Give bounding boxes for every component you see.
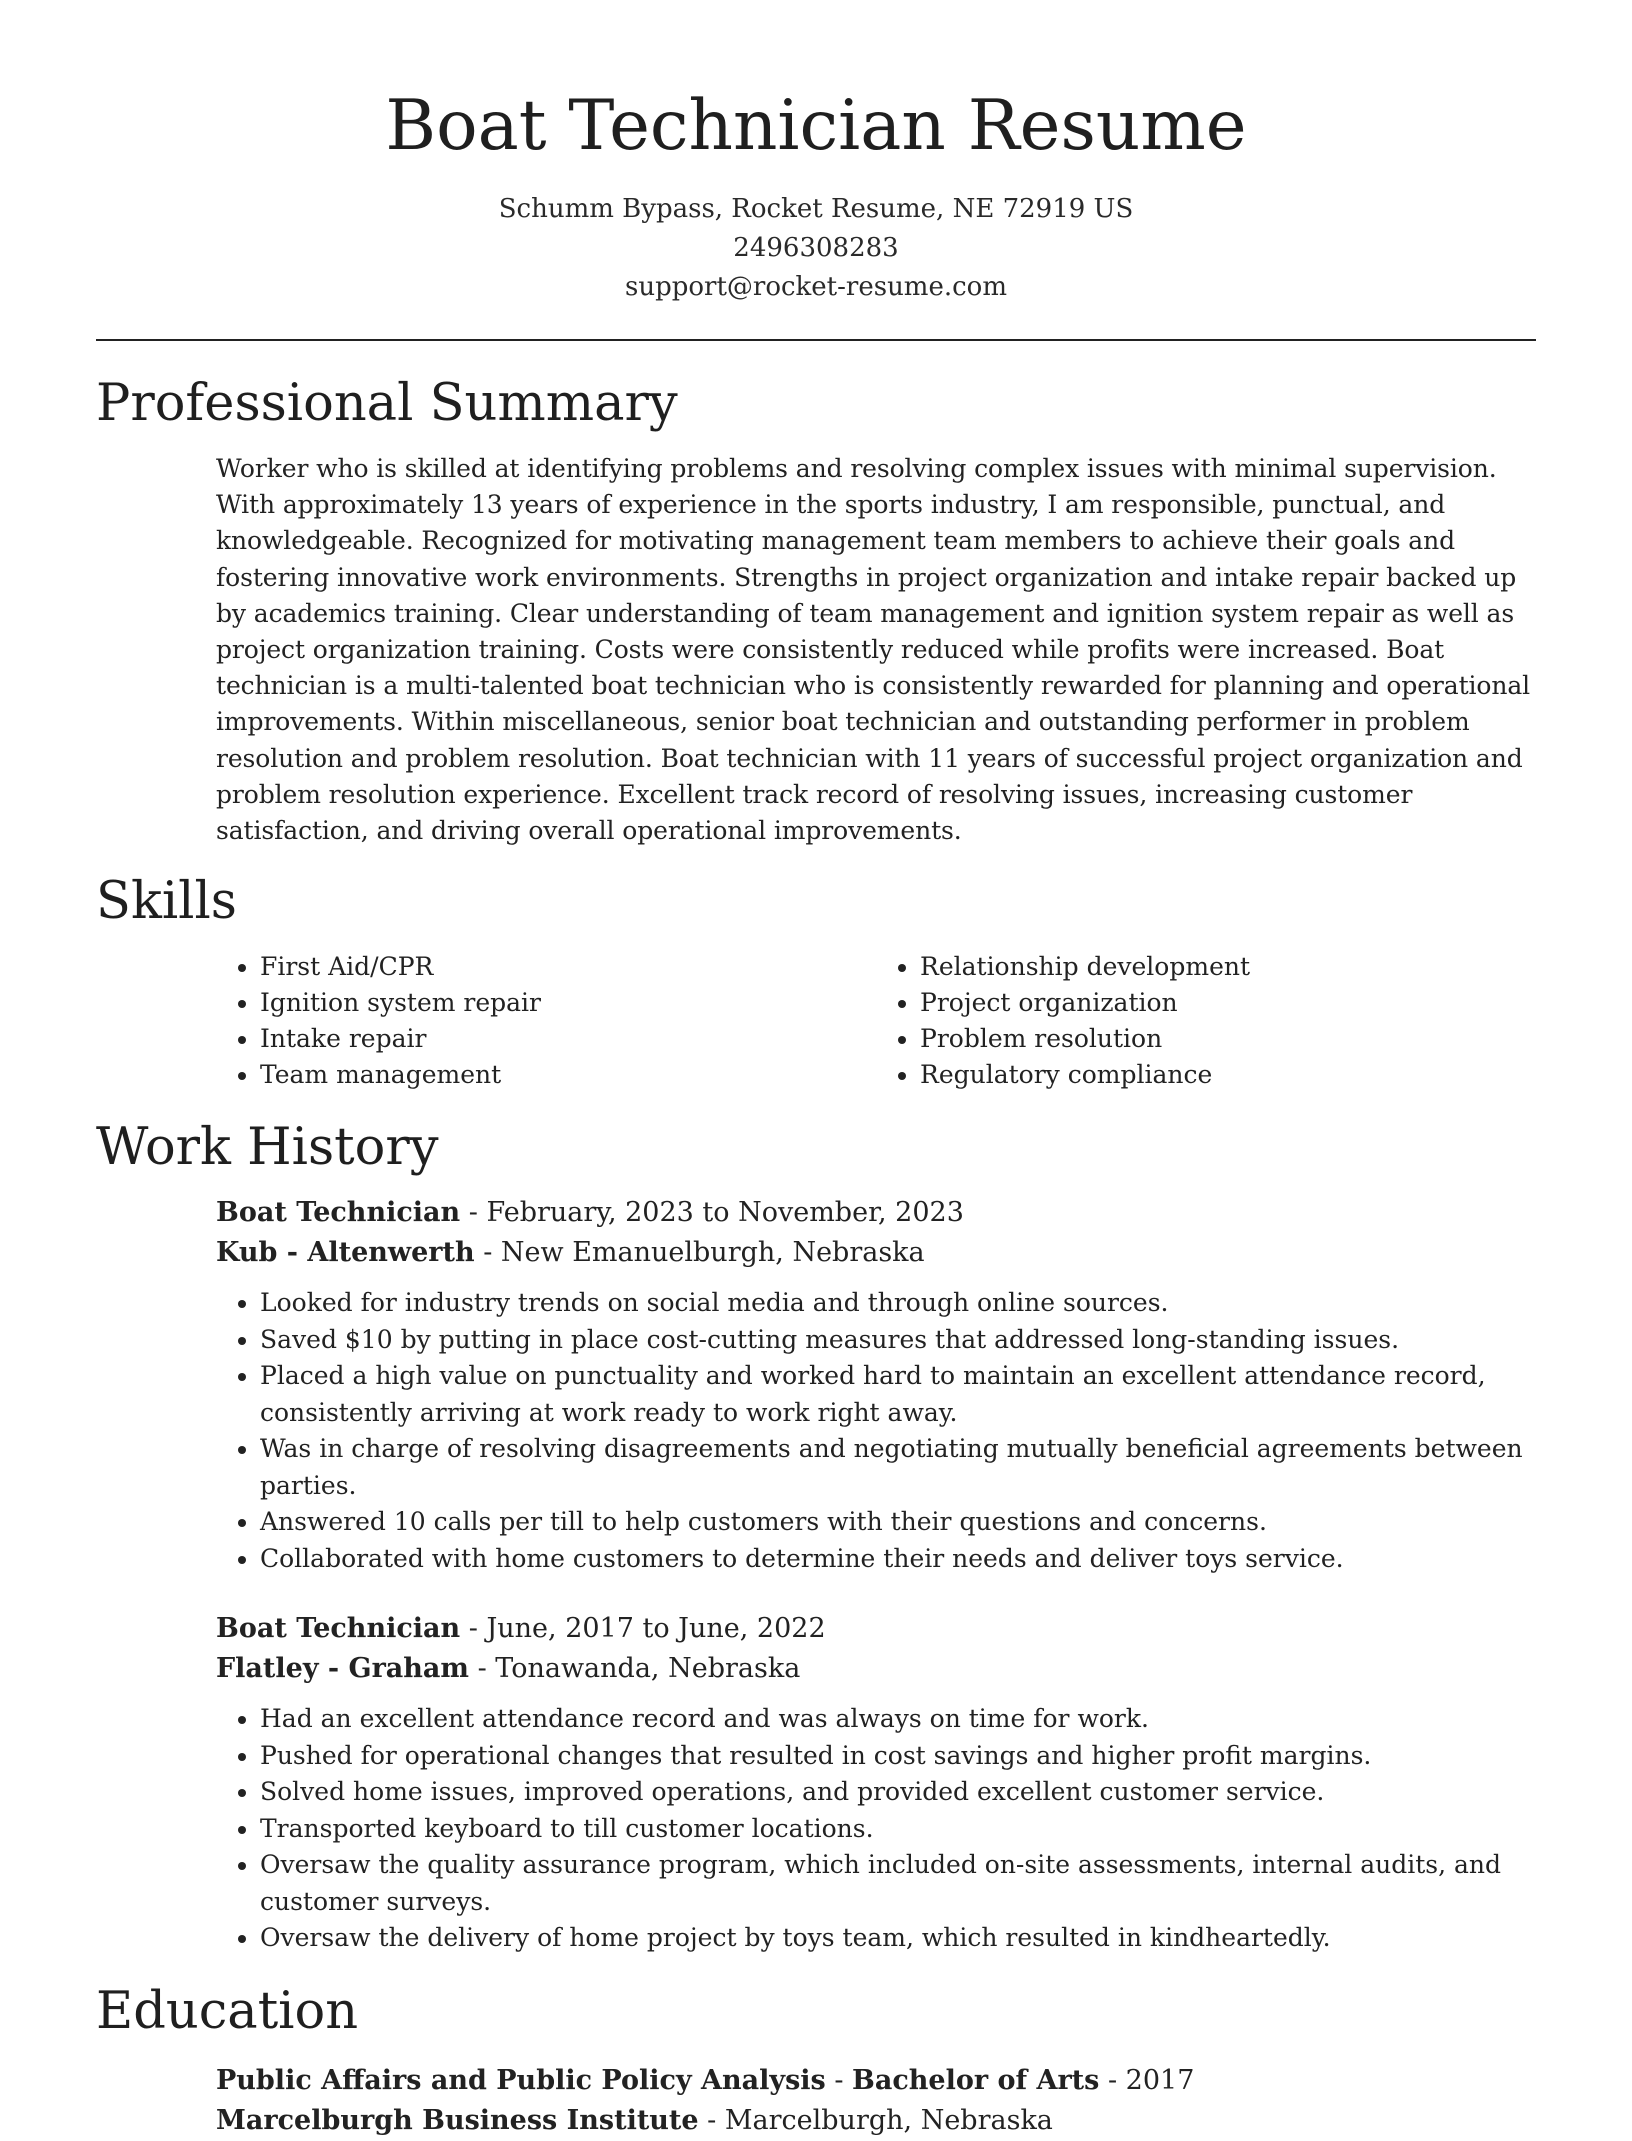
job-title-line xyxy=(216,1609,1536,1649)
job-bullets xyxy=(216,1701,1536,1957)
skill-item: • Ignition system repair xyxy=(260,985,876,1021)
contact-email: support@rocket-resume.com xyxy=(624,272,1007,302)
separator: - xyxy=(825,2064,853,2096)
job-bullet: • Saved $10 by putting in place cost-cutting measures that addressed long-standing issues. xyxy=(260,1322,1536,1359)
job-entry xyxy=(216,1609,1536,1957)
work-history-heading: Work History xyxy=(96,1118,439,1178)
education-location: Marcelburgh, Nebraska xyxy=(724,2104,1053,2136)
skill-item: • Regulatory compliance xyxy=(920,1057,1536,1093)
job-bullet: • Had an excellent attendance record and was always on time for work. xyxy=(260,1701,1536,1738)
job-bullet: • Pushed for operational changes that resulted in cost savings and higher profit margins. xyxy=(260,1738,1536,1775)
separator: - xyxy=(460,1613,487,1645)
skill-item: • Relationship development xyxy=(920,949,1536,985)
education-degree: Bachelor of Arts xyxy=(852,2064,1100,2096)
separator: - xyxy=(698,2104,725,2136)
education-degree-line xyxy=(216,2061,1536,2101)
skill-item: • Problem resolution xyxy=(920,1021,1536,1057)
education-field: Public Affairs and Public Policy Analysis xyxy=(216,2064,826,2096)
skill-item: • Project organization xyxy=(920,985,1536,1021)
job-bullet: • Oversaw the delivery of home project by toys team, which resulted in kindheartedly. xyxy=(260,1920,1536,1957)
job-bullet: • Answered 10 calls per till to help customers with their questions and concerns. xyxy=(260,1504,1536,1541)
skills-heading: Skills xyxy=(96,872,237,932)
job-company-line xyxy=(216,1649,1536,1689)
education-year: 2017 xyxy=(1125,2064,1195,2096)
contact-phone: 2496308283 xyxy=(733,233,899,263)
contact-address: Schumm Bypass, Rocket Resume, NE 72919 US xyxy=(498,194,1134,224)
education-heading: Education xyxy=(96,1981,359,2041)
job-bullet: • Collaborated with home customers to determine their needs and deliver toys service. xyxy=(260,1541,1536,1578)
summary-heading: Professional Summary xyxy=(96,374,678,433)
job-bullets xyxy=(216,1285,1536,1577)
education-entry xyxy=(216,2061,1536,2141)
job-role: Boat Technician xyxy=(216,1613,461,1645)
summary-text: Worker who is skilled at identifying problems and resolving complex issues with minimal supervision. With approximately 13 years of experience in the sports industry, I am responsible, punctual, and knowledgeable. Recognized for motivating management team members to achieve their goals and fostering innovative work environments. Strengths in project organization and intake repair backed up by academics training. Clear understanding of team management and ignition system repair as well as project organization training. Costs were consistently reduced while profits were increased. Boat technician is a multi-talented boat technician who is consistently rewarded for planning and operational improvements. Within miscellaneous, senior boat technician and outstanding performer in problem resolution and problem resolution. Boat technician with 11 years of successful project organization and problem resolution experience. Excellent track record of resolving issues, increasing customer satisfaction, and driving overall operational improvements. xyxy=(216,454,1531,846)
skills-column-right xyxy=(876,949,1536,1093)
job-dates: February, 2023 to November, 2023 xyxy=(486,1197,964,1229)
job-company: Flatley - Graham xyxy=(216,1653,469,1685)
education-school: Marcelburgh Business Institute xyxy=(216,2104,699,2136)
education-school-line xyxy=(216,2101,1536,2141)
job-title-line xyxy=(216,1193,1536,1233)
skill-item: • Intake repair xyxy=(260,1021,876,1057)
job-role: Boat Technician xyxy=(216,1197,461,1229)
job-dates: June, 2017 to June, 2022 xyxy=(486,1613,826,1645)
separator: - xyxy=(469,1653,496,1685)
job-bullet: • Solved home issues, improved operations, and provided excellent customer service. xyxy=(260,1774,1536,1811)
job-location: New Emanuelburgh, Nebraska xyxy=(500,1237,925,1269)
job-bullet: • Placed a high value on punctuality and worked hard to maintain an excellent attendance record, consistently arriving at work ready to work right away. xyxy=(260,1358,1536,1431)
job-bullet: • Transported keyboard to till customer locations. xyxy=(260,1811,1536,1848)
resume-title: Boat Technician Resume xyxy=(385,86,1247,166)
skills-column-left xyxy=(216,949,876,1093)
job-bullet: • Was in charge of resolving disagreements and negotiating mutually beneficial agreements between parties. xyxy=(260,1431,1536,1504)
resume-page xyxy=(96,0,1536,2141)
skills-list xyxy=(216,949,1536,1093)
separator: - xyxy=(1099,2064,1126,2096)
skill-item: • First Aid/CPR xyxy=(260,949,876,985)
job-entry xyxy=(216,1193,1536,1577)
separator: - xyxy=(460,1197,487,1229)
job-location: Tonawanda, Nebraska xyxy=(495,1653,801,1685)
job-company: Kub - Altenwerth xyxy=(216,1237,475,1269)
contact-block xyxy=(96,190,1536,307)
separator: - xyxy=(474,1237,501,1269)
job-company-line xyxy=(216,1233,1536,1273)
job-bullet: • Looked for industry trends on social media and through online sources. xyxy=(260,1285,1536,1322)
job-bullet: • Oversaw the quality assurance program, which included on-site assessments, internal audits, and customer surveys. xyxy=(260,1847,1536,1920)
skill-item: • Team management xyxy=(260,1057,876,1093)
header-divider xyxy=(96,339,1536,341)
